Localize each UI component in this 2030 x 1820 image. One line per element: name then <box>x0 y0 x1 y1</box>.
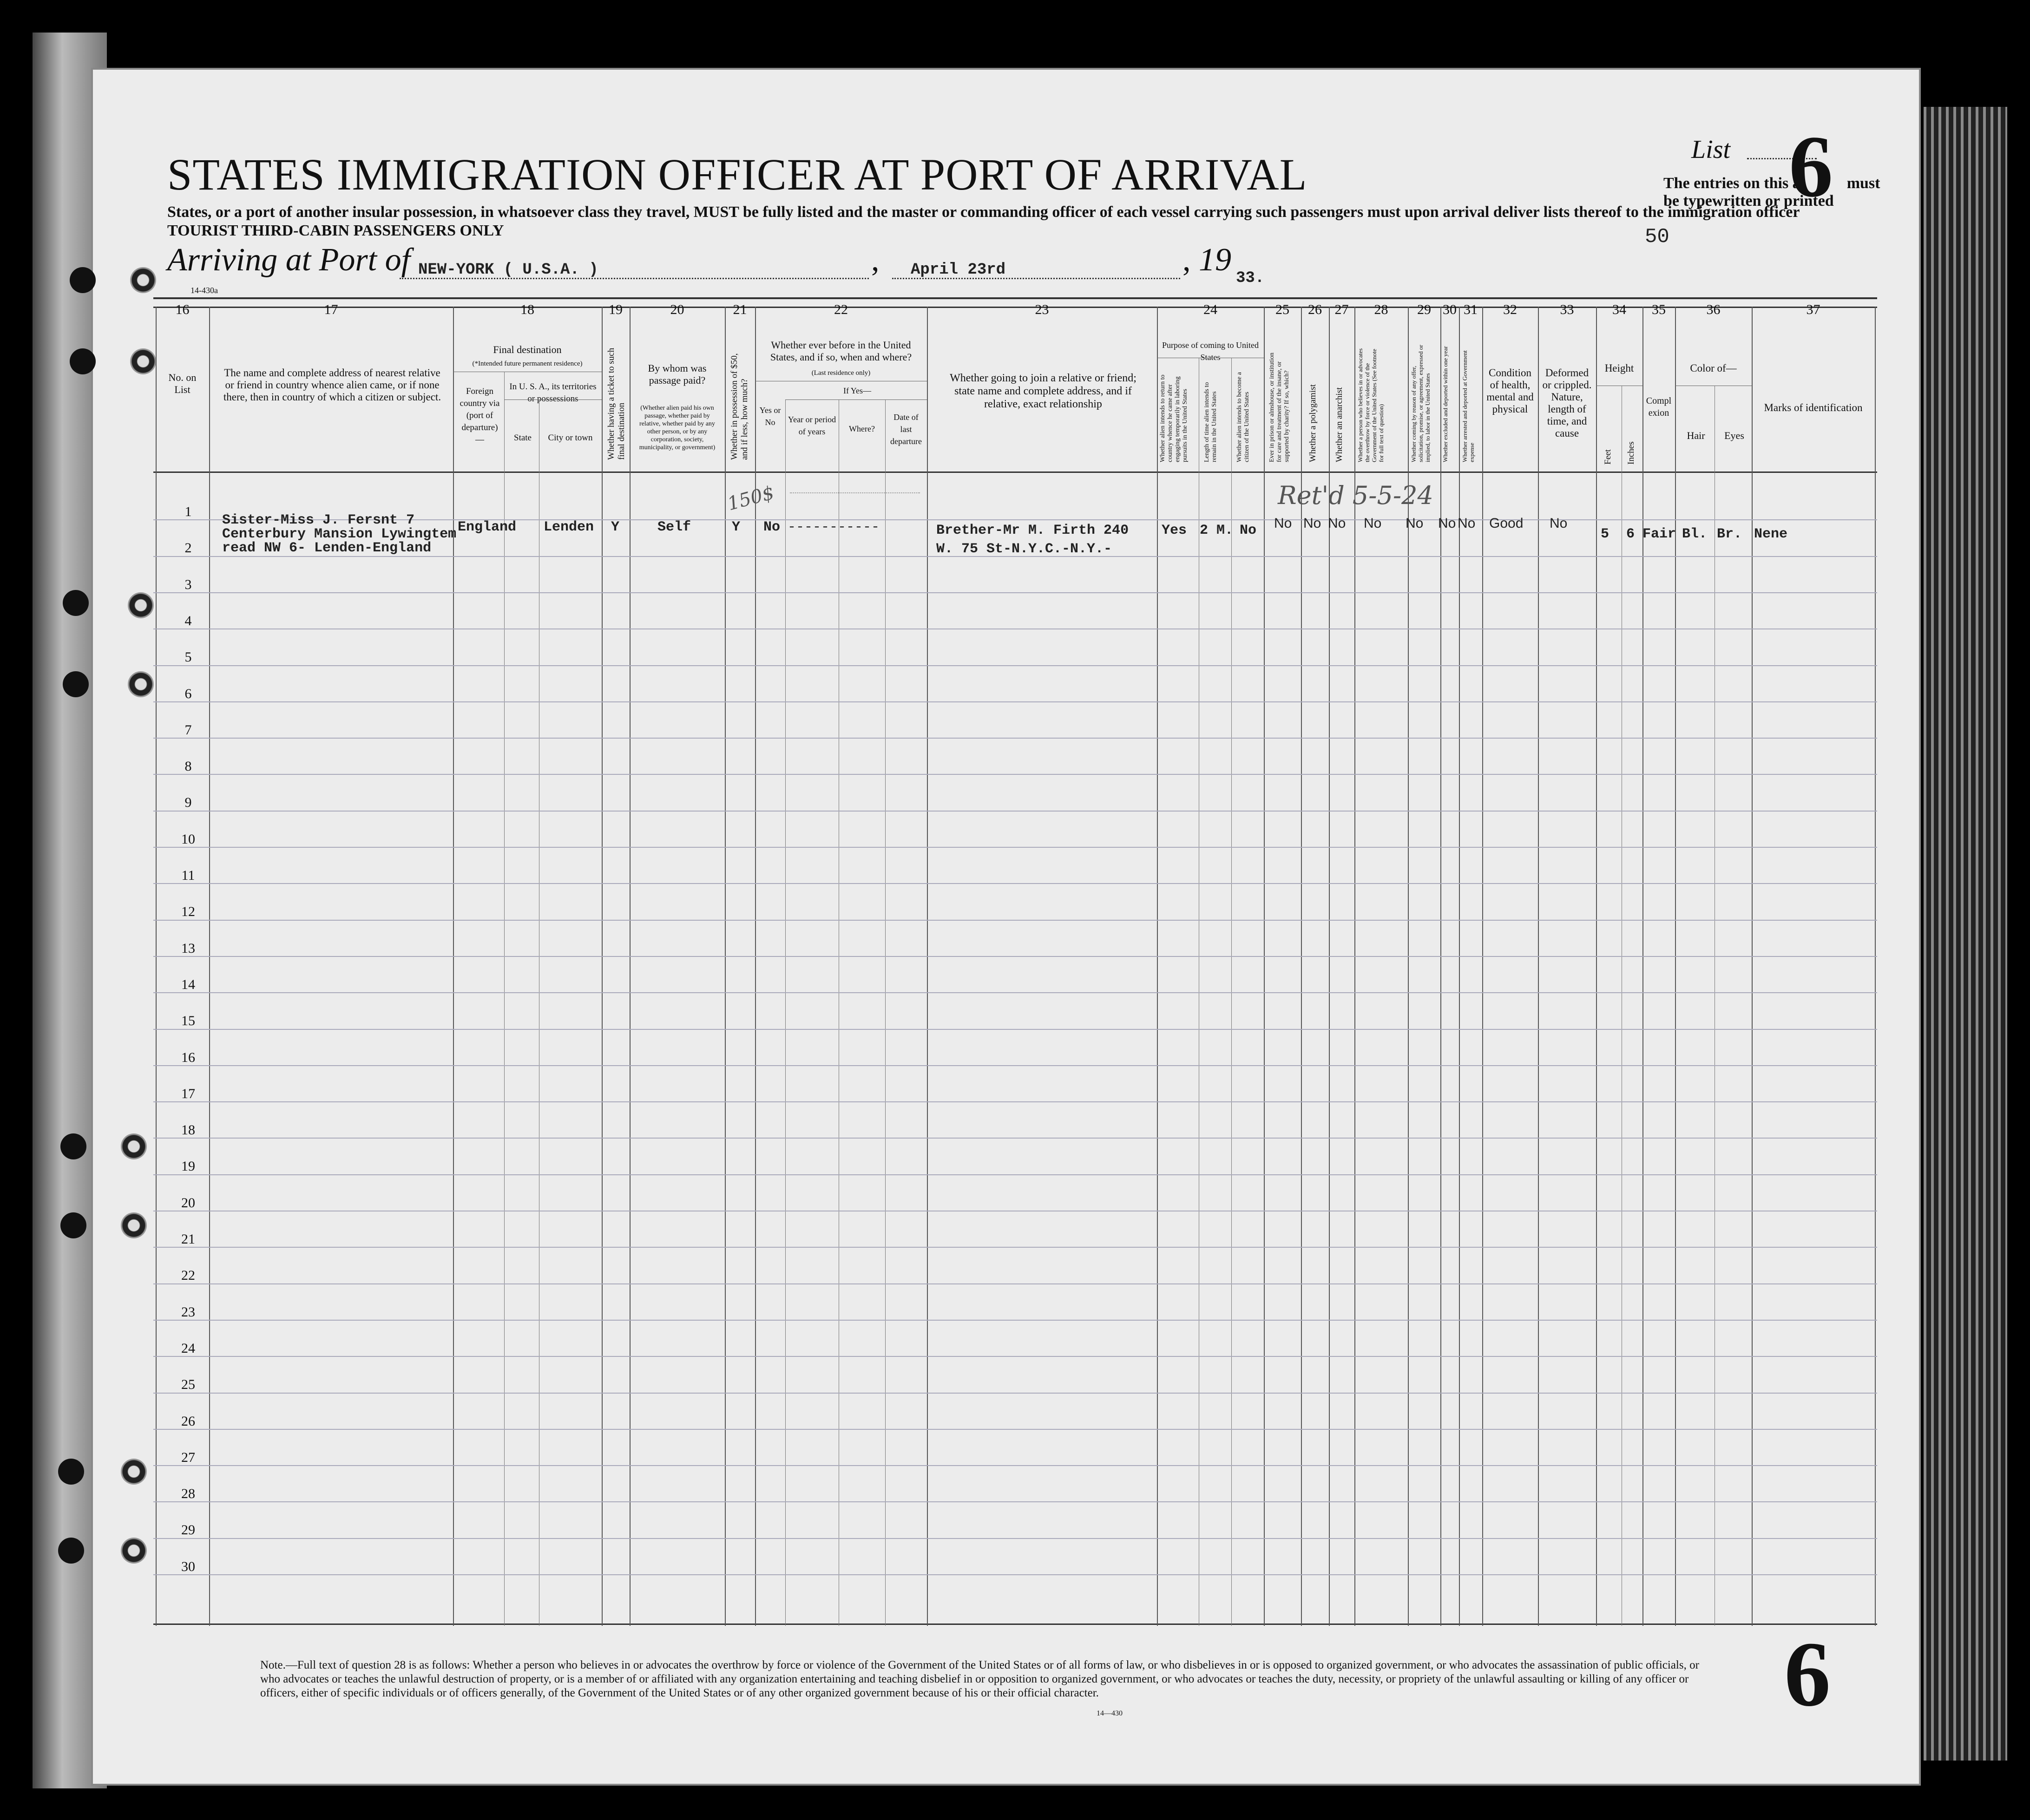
header-marks: Marks of identification <box>1764 402 1863 413</box>
col-line <box>1538 307 1539 1626</box>
col-number: 33 <box>1560 302 1574 317</box>
row-line <box>153 1538 1877 1539</box>
year-prefix: 19 <box>1199 242 1231 278</box>
foreign-country-value: England <box>458 519 517 535</box>
col-number: 36 <box>1706 302 1721 317</box>
col-number: 27 <box>1334 302 1349 317</box>
header-foreign-country: Foreign country via (port of departure)— <box>460 386 500 445</box>
header-ever-before-sub: (Last residence only) <box>811 369 871 377</box>
row-number: 1 <box>184 504 192 519</box>
header-health: Condition of health, mental and physical <box>1486 367 1534 415</box>
row-number: 27 <box>181 1449 195 1465</box>
col-number: 17 <box>324 302 338 317</box>
handwritten-money: 150$ <box>725 482 777 515</box>
polygamist-value: No <box>1303 516 1321 531</box>
header-deformed: Deformed or crippled. Nature, length of time, and cause <box>1542 367 1592 439</box>
form-code: 14-430a <box>191 286 218 295</box>
overthrow-value: No <box>1364 516 1382 531</box>
row-line <box>153 1101 1877 1102</box>
header-eyes: Eyes <box>1724 430 1744 441</box>
header-overthrow: Whether a person who believes in or advocates the overthrow by force or violence of the Government of the United States (See footnote for full text of question) <box>1357 348 1385 462</box>
col-line <box>1642 307 1643 1626</box>
row-number: 22 <box>181 1268 195 1283</box>
row-line <box>153 1283 1877 1284</box>
punch-hole <box>63 590 89 616</box>
feet-value: 5 <box>1601 526 1610 542</box>
date-value: April 23rd <box>911 261 1006 279</box>
eyes-value: Br. <box>1717 526 1742 542</box>
header-anarchist: Whether an anarchist <box>1334 387 1344 462</box>
col-line <box>1752 307 1753 1626</box>
col-line <box>1231 358 1232 1626</box>
row-number: 19 <box>181 1159 195 1174</box>
row-line <box>153 811 1877 812</box>
col-number: 28 <box>1374 302 1388 317</box>
row-line <box>153 1247 1877 1248</box>
punch-hole <box>58 1459 84 1485</box>
header-fifty-dollars: Whether in possession of $50, and if less, how much? <box>729 353 749 460</box>
header-ticket: Whether having a ticket to such final destination <box>606 347 626 460</box>
punch-hole <box>70 348 96 374</box>
form-title: STATES IMMIGRATION OFFICER AT PORT OF ARRIVAL <box>167 150 1307 199</box>
col-number: 31 <box>1464 302 1478 317</box>
row-number: 8 <box>184 759 192 774</box>
header-final-destination: Final destination <box>493 344 562 355</box>
row-line <box>153 1465 1877 1466</box>
row-line <box>153 665 1877 666</box>
paid-by-value: Self <box>657 519 691 535</box>
comma: , <box>871 242 880 278</box>
row-line <box>153 628 1877 629</box>
header-where: Where? <box>849 424 875 433</box>
header-feet: Feet <box>1603 449 1613 465</box>
inches-value: 6 <box>1626 526 1635 542</box>
punch-hole-ring <box>130 267 156 293</box>
punch-hole <box>60 1212 86 1238</box>
page-stack-edge <box>1924 107 2007 1761</box>
col-line <box>1596 307 1597 1626</box>
list-number: 6 <box>1789 118 1833 216</box>
row-number: 10 <box>181 831 195 847</box>
header-in-usa: In U. S. A., its territories or possessions <box>509 382 597 404</box>
ticket-value: Y <box>611 519 620 535</box>
col-number: 37 <box>1806 302 1820 317</box>
row-number: 4 <box>184 613 192 628</box>
city-value: Lenden <box>544 519 594 535</box>
length-value: 2 M. <box>1200 523 1234 538</box>
header-excluded: Whether excluded and deported within one year <box>1442 346 1449 462</box>
col-number: 23 <box>1035 302 1049 317</box>
col-line <box>504 372 505 1626</box>
citizen-value: No <box>1240 523 1257 538</box>
header-ever-before: Whether ever before in the United States, and if so, when and where? <box>770 339 912 363</box>
header-passage-paid: By whom was passage paid? <box>648 362 707 386</box>
row-line <box>153 1029 1877 1030</box>
row-line <box>153 847 1877 848</box>
punch-hole-ring <box>128 592 154 618</box>
row-line <box>153 1174 1877 1175</box>
row-number: 26 <box>181 1413 195 1429</box>
return-value: Yes <box>1162 523 1187 538</box>
typewritten-note: The entries on this a must be typewritten or printed <box>1663 175 1880 209</box>
arrested-value: No <box>1458 516 1476 531</box>
row-number: 13 <box>181 940 195 956</box>
anarchist-value: No <box>1328 516 1346 531</box>
before-value: No <box>763 519 781 535</box>
relative-address-line3: read NW 6- Lenden-England <box>222 540 432 556</box>
punch-hole-ring <box>121 1133 147 1159</box>
deformed-value: No <box>1550 516 1568 531</box>
hair-value: Bl. <box>1682 526 1708 542</box>
row-number: 24 <box>181 1340 195 1356</box>
row-number: 5 <box>184 649 192 665</box>
row-number: 16 <box>181 1049 195 1065</box>
header-city: City or town <box>548 433 593 443</box>
row-number: 30 <box>181 1558 195 1574</box>
row-number: 25 <box>181 1377 195 1393</box>
row-number: 23 <box>181 1304 195 1320</box>
excluded-value: No <box>1438 516 1456 531</box>
header-year: Year or period of years <box>788 415 836 436</box>
header-height: Height <box>1604 362 1634 374</box>
comma: , <box>1183 242 1191 278</box>
col-number: 22 <box>834 302 848 317</box>
col-line <box>1675 307 1676 1626</box>
header-final-destination-sub: (*Intended future permanent residence) <box>472 360 583 367</box>
punch-hole-ring <box>130 348 156 374</box>
col-line <box>1482 307 1483 1626</box>
col-line <box>630 307 631 1626</box>
col-number: 35 <box>1652 302 1666 317</box>
row-line <box>153 701 1877 702</box>
col-line <box>1157 307 1158 1626</box>
header-yes-no: Yes or No <box>759 406 781 427</box>
punch-hole <box>58 1538 84 1564</box>
footer-code: 14—430 <box>1097 1709 1123 1717</box>
rule <box>504 399 602 400</box>
header-length-stay: Length of time alien intends to remain in the United States <box>1203 382 1218 462</box>
row-number: 17 <box>181 1086 195 1101</box>
table-top <box>153 297 1877 299</box>
marks-value: Nene <box>1754 526 1788 542</box>
rule <box>785 399 927 400</box>
health-value: Good <box>1489 516 1524 531</box>
row-number: 18 <box>181 1122 195 1138</box>
footer-list-number: 6 <box>1784 1623 1831 1726</box>
header-passage-paid-sub: (Whether alien paid his own passage, whether paid by relative, whether paid by any other person, or by any corporation, society, municipality, or government) <box>639 405 716 451</box>
punch-hole-ring <box>121 1538 147 1564</box>
punch-hole <box>63 671 89 697</box>
relative-address-line1: Sister-Miss J. Fersnt 7 <box>222 512 415 528</box>
col-number: 19 <box>609 302 623 317</box>
row-line <box>153 1393 1877 1394</box>
row-number: 15 <box>181 1013 195 1029</box>
complexion-value: Fair <box>1642 526 1676 542</box>
punch-hole-ring <box>121 1212 147 1238</box>
col-number: 29 <box>1417 302 1431 317</box>
list-label: List <box>1691 135 1731 164</box>
header-prison: Ever in prison or almshouse, or institution for care and treatment of the insane, or supported by charity? If so, which? <box>1268 352 1290 462</box>
header-going-to-join: Whether going to join a relative or friend; state name and complete address, and if relative, exact relationship <box>950 372 1137 410</box>
header-purpose: Purpose of coming to United States <box>1162 340 1259 362</box>
row-number: 28 <box>181 1486 195 1502</box>
row-number: 12 <box>181 904 195 920</box>
header-nearest-relative: The name and complete address of nearest relative or friend in country whence alien came, or if none there, then in country of which a citizen or subject. <box>223 367 441 403</box>
arriving-label: Arriving at Port of <box>167 242 411 278</box>
col-line <box>1875 307 1876 1626</box>
pencil-mark <box>790 492 920 493</box>
before-dashes: ----------- <box>788 519 880 535</box>
prison-value: No <box>1274 516 1292 531</box>
row-line <box>153 956 1877 957</box>
col-line <box>885 399 886 1626</box>
page-stamp: 50 <box>1645 225 1669 249</box>
header-citizen: Whether alien intends to become a citizen of the United States <box>1236 372 1250 462</box>
header-state: State <box>514 433 532 443</box>
row-line <box>153 592 1877 593</box>
col-line <box>1459 307 1460 1626</box>
col-number: 16 <box>175 302 190 317</box>
row-number: 14 <box>181 976 195 992</box>
col-number: 20 <box>670 302 684 317</box>
row-line <box>153 1429 1877 1430</box>
header-color: Color of— <box>1690 362 1737 374</box>
punch-hole-ring <box>121 1459 147 1485</box>
year-suffix: 33. <box>1236 269 1265 287</box>
col-line <box>602 307 603 1626</box>
header-offer-labor: Whether coming by reason of any offer, solicitation, promise, or agreement, expressed or implied, to labor in the United States <box>1410 345 1431 462</box>
footnote: Note.—Full text of question 28 is as follows: Whether a person who believes in or advocates the overthrow by force or violence of the Government of the United States or of all forms of law, or who disbelieves in or is opposed to organized government, or who advocates the assassination of public officials, or who advocates or teaches the unlawful destruction of property, or is a member of or affiliated with any organization entertaining and teaching disbelief in or opposition to organized government, or who advocates or teaches the duty, necessity, or propriety of the unlawful assaulting or killing of any officer or officers, either of specific individuals or of officers generally, of the Government of the United States or of any other organized government because of his or their official character. <box>260 1659 1699 1699</box>
col-number: 30 <box>1443 302 1457 317</box>
row-number: 3 <box>184 576 192 592</box>
col-line <box>156 307 157 1626</box>
punch-hole <box>70 267 96 293</box>
row-number: 21 <box>181 1231 195 1247</box>
header-arrested: Whether arrested and deported at Government expense <box>1461 350 1475 462</box>
col-number: 18 <box>520 302 534 317</box>
row-line <box>153 774 1877 775</box>
header-no-on-list: No. on List <box>168 372 197 395</box>
col-line <box>927 307 928 1626</box>
col-number: 25 <box>1275 302 1289 317</box>
punch-hole <box>60 1133 86 1159</box>
col-number: 21 <box>733 302 747 317</box>
row-number: 20 <box>181 1195 195 1211</box>
row-number: 2 <box>184 540 192 556</box>
header-bottom <box>153 471 1877 473</box>
header-complexion: Complexion <box>1646 396 1672 418</box>
col-line <box>1264 307 1265 1626</box>
row-number: 9 <box>184 795 192 811</box>
header-polygamist: Whether a polygamist <box>1308 384 1318 462</box>
col-line <box>1440 307 1441 1626</box>
offer-labor-value: No <box>1406 516 1424 531</box>
table-bottom <box>153 1624 1877 1625</box>
header-hair: Hair <box>1687 430 1705 441</box>
fifty-value: Y <box>732 519 741 535</box>
passenger-class: TOURIST THIRD-CABIN PASSENGERS ONLY <box>167 222 504 239</box>
col-line <box>725 307 726 1626</box>
row-line <box>153 1320 1877 1321</box>
form-instructions: States, or a port of another insular possession, in whatsoever class they travel, MUST be fully listed and the master or commanding officer of each vessel carrying such passengers must upon arrival deliver lists thereof to the immigration officer <box>167 203 1800 221</box>
handwritten-annotation: Ret'd 5-5-24 <box>1278 481 1433 510</box>
row-number: 7 <box>184 722 192 738</box>
punch-hole-ring <box>128 671 154 697</box>
row-line <box>153 738 1877 739</box>
row-line <box>153 1501 1877 1502</box>
join-line1: Brether-Mr M. Firth 240 <box>936 523 1129 538</box>
row-line <box>153 992 1877 993</box>
row-number: 6 <box>184 686 192 701</box>
row-number: 29 <box>181 1522 195 1538</box>
row-line <box>153 920 1877 921</box>
header-return: Whether alien intends to return to country whence he came after engaging temporarily in laboring pursuits in the United States <box>1159 374 1189 462</box>
relative-address-line2: Centerbury Mansion Lywingtem <box>222 526 457 542</box>
manifest-sheet <box>93 70 1919 1784</box>
header-date-departure: Date of last departure <box>890 412 922 446</box>
row-line <box>153 1138 1877 1139</box>
col-line <box>453 307 454 1626</box>
row-line <box>153 1356 1877 1357</box>
col-number: 34 <box>1612 302 1626 317</box>
port-value: NEW-YORK ( U.S.A. ) <box>418 261 598 279</box>
header-inches: Inches <box>1626 441 1636 465</box>
col-number: 32 <box>1503 302 1517 317</box>
col-number: 24 <box>1203 302 1217 317</box>
row-line <box>153 883 1877 884</box>
row-number: 11 <box>181 868 195 883</box>
col-line <box>785 399 786 1626</box>
join-line2: W. 75 St-N.Y.C.-N.Y.- <box>936 541 1112 557</box>
row-line <box>153 1574 1877 1575</box>
row-line <box>153 1065 1877 1066</box>
header-if-yes: If Yes— <box>843 386 871 395</box>
col-number: 26 <box>1308 302 1322 317</box>
